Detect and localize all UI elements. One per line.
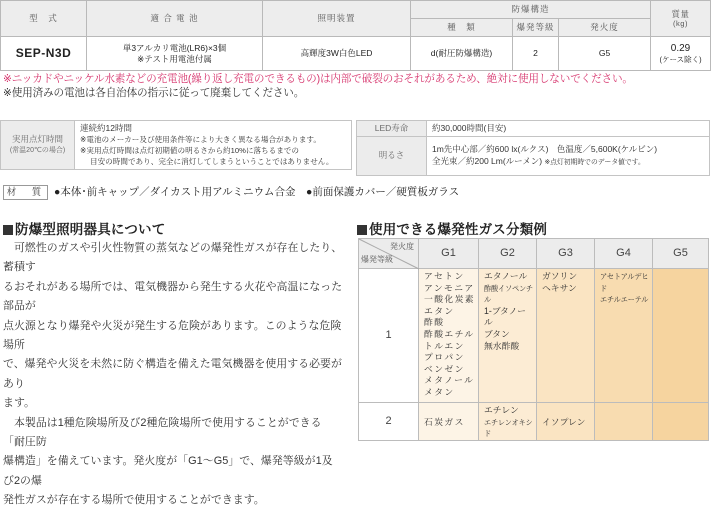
gas-cell-1-g4 xyxy=(595,269,653,403)
header-class: 爆発等級 xyxy=(513,19,559,37)
col-header-g4: G4 xyxy=(595,239,653,269)
gas-name: 1-ブタノール xyxy=(484,305,526,328)
gas-name: 一酸化炭素 xyxy=(424,294,475,305)
header-model: 型 式 xyxy=(1,1,87,37)
gas-name: メタノール xyxy=(424,375,475,386)
gas-name: ベンゼン xyxy=(424,363,465,374)
header-explosion-structure: 防爆構造 xyxy=(411,1,651,19)
col-header-g1: G1 xyxy=(419,239,479,269)
weight-value: 0.29 (ケース除く) xyxy=(651,37,711,71)
gas-name: ヘキサン xyxy=(542,282,577,293)
gas-cell-1-g3 xyxy=(537,269,595,403)
gas-name: エタノール xyxy=(484,271,528,281)
rechargeable-warning: ※ニッカドやニッケル水素などの充電池(繰り返し充電のできるもの)は内部で破裂のおそれがあるため、絶対に使用しないでください。 xyxy=(3,73,633,85)
model-name: SEP-N3D xyxy=(1,37,87,71)
gas-cell-1-g1 xyxy=(419,269,479,403)
gas-name: 無水酢酸 xyxy=(484,340,520,351)
gas-name: ブタン xyxy=(484,328,510,339)
header-weight: 質量 (kg) xyxy=(651,1,711,37)
header-lighting: 照明装置 xyxy=(263,1,411,37)
lighting-value: 高輝度3W白色LED xyxy=(263,37,411,71)
col-header-g2: G2 xyxy=(479,239,537,269)
header-battery: 適 合 電 池 xyxy=(87,1,263,37)
header-ignition: 発火度 xyxy=(559,19,651,37)
gas-name: 石炭ガス xyxy=(424,416,465,427)
col-header-g5: G5 xyxy=(653,239,709,269)
header-type: 種 類 xyxy=(411,19,513,37)
gas-name: エチレンオキシド xyxy=(484,417,533,439)
gas-name: トルエン xyxy=(424,340,465,351)
gas-title: 使用できる爆発性ガス分類例 xyxy=(357,218,547,238)
gas-cell-2-g4 xyxy=(595,403,653,441)
gas-row-class-2 xyxy=(359,403,709,441)
about-title: 防爆型照明器具について xyxy=(3,218,165,238)
col-header-g3: G3 xyxy=(537,239,595,269)
gas-name: メタン xyxy=(424,386,455,397)
row-header-class-2: 2 xyxy=(359,403,419,441)
lighting-time-table xyxy=(0,120,352,170)
square-bullet-icon xyxy=(357,225,367,235)
gas-name: 酢酸イソペンチル xyxy=(484,283,533,305)
gas-cell-1-g5 xyxy=(653,269,709,403)
battery-value: 単3アルカリ電池(LR6)×3個 ※テスト用電池付属 xyxy=(87,37,263,71)
square-bullet-icon xyxy=(3,225,13,235)
gas-cell-2-g1 xyxy=(419,403,479,441)
disposal-note: ※使用済みの電池は各自治体の指示に従って廃棄してください。 xyxy=(3,87,305,99)
gas-row-class-1 xyxy=(359,269,709,403)
material-label: 材 質 xyxy=(3,185,48,200)
led-table xyxy=(356,120,710,176)
ignition-value: G5 xyxy=(559,37,651,71)
type-value: d(耐圧防爆構造) xyxy=(411,37,513,71)
gas-cell-2-g2 xyxy=(479,403,537,441)
lighting-time-value: 連続約12時間 ※電池のメーカー及び使用条件等により大きく異なる場合があります。 ※実用点灯時間は点灯初期値の明るさから約10%に落ちるまでの 目安の時間であり、完全に消灯してしまうということではありません。 xyxy=(75,121,352,170)
gas-name: イソプレン xyxy=(542,416,586,427)
gas-cell-1-g2 xyxy=(479,269,537,403)
class-value: 2 xyxy=(513,37,559,71)
gas-name: エチルエーテル xyxy=(600,295,649,305)
gas-name: アセトアルデヒド xyxy=(600,272,649,293)
material-text: ●本体･前キャップ／ダイカスト用アルミニウム合金 ●前面保護カバー／硬質板ガラス xyxy=(54,186,460,198)
gas-name: アンモニア xyxy=(424,282,475,293)
brightness-value: 1m先中心部／約600 lx(ルクス) 色温度／5,600K(ケルビン) 全光束／約200 Lm(ルーメン) ※点灯初期時でのデータ値です。 xyxy=(427,137,710,176)
corner-header: 発火度 爆発等級 xyxy=(359,239,419,269)
gas-name: 酢酸エチル xyxy=(424,328,475,339)
gas-cell-2-g3 xyxy=(537,403,595,441)
gas-name: アセトン xyxy=(424,271,465,281)
spec-table xyxy=(0,0,711,71)
led-life-label: LED寿命 xyxy=(357,121,427,137)
gas-cell-2-g5 xyxy=(653,403,709,441)
gas-name: ガソリン xyxy=(542,271,578,281)
about-paragraph: 可燃性のガスや引火性物質の蒸気などの爆発性ガスが存在したり、蓄積す るおそれがある場所では、電気機器から発生する火花や高温になった部品が 点火源となり爆発や火災が発生する危険があります。このような危険場所 で、爆発や火災を未然に防ぐ構造を備えた電気機器を使用する必要があり ます。 本製品は1種危険場所及び2種危険場所で使用することができる「耐圧防 爆構造」を備えています。発火度が「G1～G5」で、爆発等級が1及び2の爆 発性ガスが存在する場所で使用することができます。 xyxy=(3,242,343,507)
lighting-time-label: 実用点灯時間 (常温20℃の場合) xyxy=(1,121,75,170)
led-life-value: 約30,000時間(目安) xyxy=(427,121,710,137)
gas-name: 酢酸 xyxy=(424,317,445,328)
brightness-label: 明るさ xyxy=(357,137,427,176)
gas-name: エタン xyxy=(424,305,455,316)
gas-classification-table xyxy=(358,238,708,453)
row-header-class-1: 1 xyxy=(359,269,419,403)
gas-name: エチレン xyxy=(484,405,519,415)
gas-name: プロパン xyxy=(424,352,465,363)
